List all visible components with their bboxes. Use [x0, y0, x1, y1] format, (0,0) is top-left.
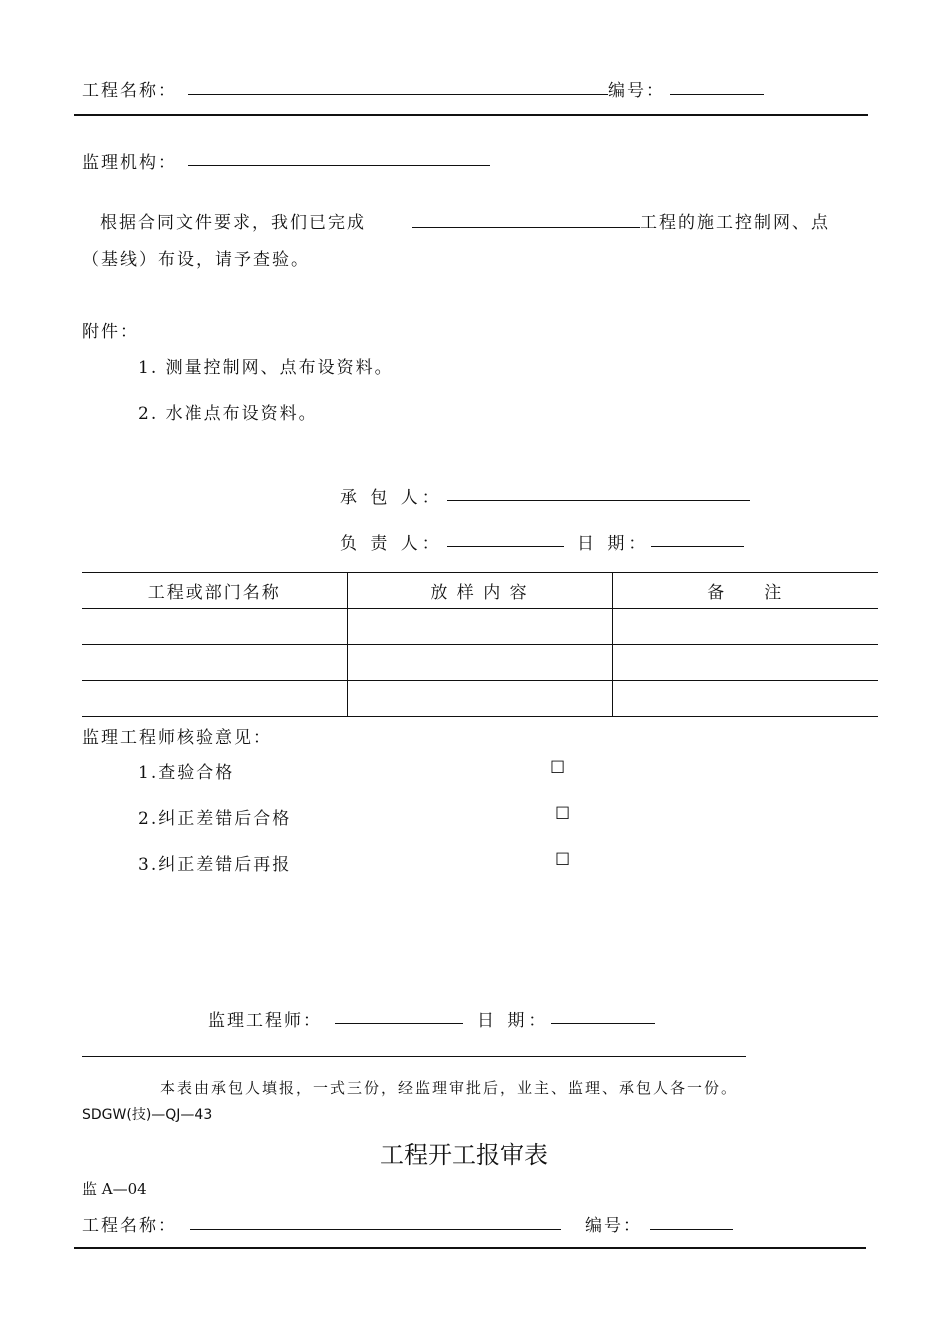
review-option-3: 3.纠正差错后再报 [138, 855, 292, 875]
engineer-date-field[interactable] [551, 1023, 655, 1024]
body-line1-prefix: 根据合同文件要求，我们已完成 [100, 213, 366, 233]
form-code: SDGW(技)—QJ—43 [82, 1107, 213, 1123]
table-cell[interactable] [82, 681, 347, 717]
responsible-field[interactable] [447, 546, 564, 547]
table-row [82, 609, 878, 645]
layout-table [82, 572, 878, 717]
table-cell[interactable] [612, 681, 878, 717]
completed-project-field[interactable] [412, 227, 640, 228]
supervisor-org-field[interactable] [188, 165, 490, 166]
attachments-label: 附件： [82, 322, 139, 342]
engineer-field[interactable] [335, 1023, 463, 1024]
project-name-label: 工程名称： [82, 81, 177, 101]
next-number-label: 编号： [585, 1216, 642, 1236]
table-header-project: 工程或部门名称 [82, 573, 347, 609]
checkbox-pass[interactable]: ☐ [550, 758, 566, 778]
supervisor-org-label: 监理机构： [82, 153, 177, 173]
number-label: 编号： [608, 81, 665, 101]
number-field[interactable] [670, 94, 764, 95]
project-name-field[interactable] [188, 94, 608, 95]
contractor-label: 承 包 人： [340, 488, 443, 508]
next-header-divider [74, 1247, 866, 1249]
body-line1-suffix: 工程的施工控制网、点 [640, 213, 830, 233]
contractor-field[interactable] [447, 500, 750, 501]
body-line2: （基线）布设，请予查验。 [82, 250, 310, 270]
table-row [82, 645, 878, 681]
table-header-content: 放 样 内 容 [347, 573, 612, 609]
table-cell[interactable] [347, 609, 612, 645]
table-cell[interactable] [347, 681, 612, 717]
next-project-name-field[interactable] [190, 1229, 561, 1230]
form-title: 工程开工报审表 [380, 1141, 548, 1169]
table-cell[interactable] [82, 609, 347, 645]
next-number-field[interactable] [650, 1229, 733, 1230]
footnote: 本表由承包人填报，一式三份，经监理审批后，业主、监理、承包人各一份。 [160, 1079, 739, 1097]
responsible-label: 负 责 人： [340, 534, 443, 554]
contractor-date-field[interactable] [651, 546, 744, 547]
table-cell[interactable] [612, 645, 878, 681]
review-option-2: 2.纠正差错后合格 [138, 809, 292, 829]
attachment-item-2: 2. 水准点布设资料。 [138, 404, 318, 424]
table-cell[interactable] [612, 609, 878, 645]
table-row [82, 681, 878, 717]
table-cell[interactable] [347, 645, 612, 681]
footnote-divider [82, 1056, 746, 1057]
table-header-remarks: 备 注 [612, 573, 878, 609]
review-option-1: 1.查验合格 [138, 763, 235, 783]
checkbox-pass-after-correction[interactable]: ☐ [555, 804, 571, 824]
table-header-row [82, 573, 878, 609]
next-project-name-label: 工程名称： [82, 1216, 177, 1236]
checkbox-resubmit[interactable]: ☐ [555, 850, 571, 870]
engineer-date-label: 日 期： [477, 1011, 550, 1031]
contractor-date-label: 日 期： [577, 534, 650, 554]
form-no: 监 A—04 [82, 1180, 147, 1198]
table-cell[interactable] [82, 645, 347, 681]
engineer-label: 监理工程师： [208, 1011, 322, 1031]
header-divider [74, 114, 868, 116]
review-label: 监理工程师核验意见： [82, 728, 272, 748]
attachment-item-1: 1. 测量控制网、点布设资料。 [138, 358, 394, 378]
